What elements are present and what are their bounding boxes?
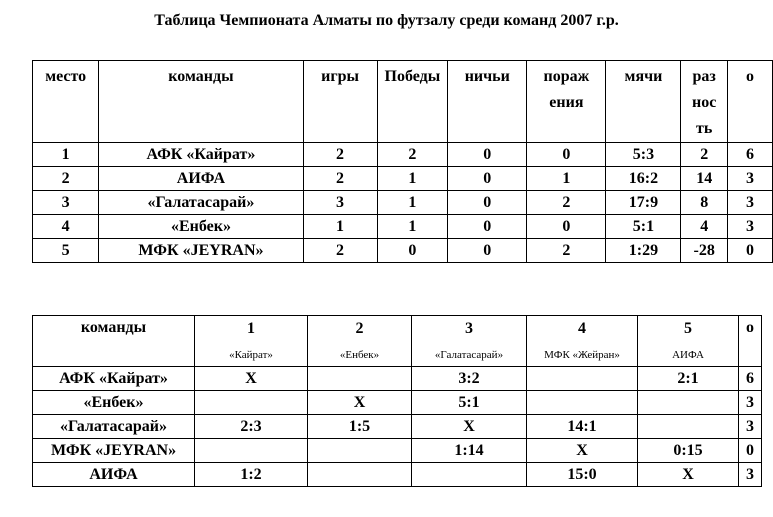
result-cell xyxy=(412,463,527,487)
table-row xyxy=(33,191,773,215)
header-points: о xyxy=(727,61,772,143)
header-teams: команды xyxy=(33,316,195,367)
result-cell xyxy=(195,391,308,415)
header-team-2 xyxy=(308,316,412,367)
cell: 0 xyxy=(527,215,606,239)
result-cell: Х xyxy=(527,439,638,463)
cell: 1 xyxy=(33,143,99,167)
result-cell: Х xyxy=(638,463,739,487)
cell: 2 xyxy=(527,239,606,263)
result-cell xyxy=(308,463,412,487)
cell: 0 xyxy=(527,143,606,167)
result-cell: Х xyxy=(412,415,527,439)
header-number: 4 xyxy=(578,320,586,337)
cell: МФК «JEYRAN» xyxy=(99,239,303,263)
cell: 2 xyxy=(303,143,377,167)
result-cell xyxy=(638,415,739,439)
cell: 14 xyxy=(681,167,727,191)
header-place: место xyxy=(33,61,99,143)
header-team-3 xyxy=(412,316,527,367)
cell: 2 xyxy=(681,143,727,167)
cell: 1 xyxy=(303,215,377,239)
result-cell xyxy=(527,391,638,415)
cell: 0 xyxy=(448,167,527,191)
cell: 4 xyxy=(33,215,99,239)
team-cell: «Енбек» xyxy=(33,391,195,415)
cell: 2 xyxy=(303,167,377,191)
cell: 1 xyxy=(527,167,606,191)
cell: 3 xyxy=(727,167,772,191)
points-cell: 0 xyxy=(739,439,762,463)
table-row xyxy=(33,143,773,167)
cell: 0 xyxy=(448,239,527,263)
result-cell xyxy=(638,391,739,415)
header-goals: мячи xyxy=(606,61,681,143)
result-cell: 5:1 xyxy=(412,391,527,415)
result-cell: 2:3 xyxy=(195,415,308,439)
team-cell: АИФА xyxy=(33,463,195,487)
result-cell xyxy=(308,367,412,391)
cell: 2 xyxy=(303,239,377,263)
cell: 4 xyxy=(681,215,727,239)
cell: 3 xyxy=(727,191,772,215)
cell: 1:29 xyxy=(606,239,681,263)
header-team-name: «Галатасарай» xyxy=(434,349,504,361)
header-teams: команды xyxy=(99,61,303,143)
cell: 3 xyxy=(727,215,772,239)
crosstable-header-row xyxy=(33,316,762,367)
cell: 3 xyxy=(33,191,99,215)
team-cell: АФК «Кайрат» xyxy=(33,367,195,391)
cell: 0 xyxy=(377,239,448,263)
cell: 16:2 xyxy=(606,167,681,191)
header-difference: раз нос ть xyxy=(681,61,727,143)
header-team-name: «Енбек» xyxy=(339,349,380,361)
result-cell: 1:5 xyxy=(308,415,412,439)
cell: -28 xyxy=(681,239,727,263)
cell: 6 xyxy=(727,143,772,167)
cell: 1 xyxy=(377,167,448,191)
table-row xyxy=(33,391,762,415)
team-cell: «Галатасарай» xyxy=(33,415,195,439)
header-team-name: МФК «Жейран» xyxy=(544,349,620,361)
table-row xyxy=(33,463,762,487)
header-losses: пораж ения xyxy=(527,61,606,143)
header-number: 5 xyxy=(684,320,692,337)
crosstable xyxy=(32,315,762,487)
cell: 5:3 xyxy=(606,143,681,167)
standings-header-row xyxy=(33,61,773,143)
cell: 0 xyxy=(448,215,527,239)
table-row xyxy=(33,167,773,191)
result-cell xyxy=(527,367,638,391)
points-cell: 3 xyxy=(739,391,762,415)
cell: 1 xyxy=(377,191,448,215)
cell: 5 xyxy=(33,239,99,263)
cell: 2 xyxy=(527,191,606,215)
header-draws: ничьи xyxy=(448,61,527,143)
standings-table xyxy=(32,60,773,263)
result-cell: 3:2 xyxy=(412,367,527,391)
cell: «Енбек» xyxy=(99,215,303,239)
header-team-1 xyxy=(195,316,308,367)
header-games: игры xyxy=(303,61,377,143)
result-cell: Х xyxy=(195,367,308,391)
cell: 3 xyxy=(303,191,377,215)
cell: 5:1 xyxy=(606,215,681,239)
table-row xyxy=(33,439,762,463)
result-cell xyxy=(195,439,308,463)
header-wins: Победы xyxy=(377,61,448,143)
cell: АИФА xyxy=(99,167,303,191)
result-cell: 14:1 xyxy=(527,415,638,439)
result-cell: 0:15 xyxy=(638,439,739,463)
table-row xyxy=(33,367,762,391)
cell: 0 xyxy=(727,239,772,263)
cell: 1 xyxy=(377,215,448,239)
header-team-5 xyxy=(638,316,739,367)
points-cell: 3 xyxy=(739,415,762,439)
points-cell: 3 xyxy=(739,463,762,487)
table-row xyxy=(33,239,773,263)
header-number: 3 xyxy=(465,320,473,337)
header-points: о xyxy=(739,316,762,367)
result-cell: 1:2 xyxy=(195,463,308,487)
result-cell: 15:0 xyxy=(527,463,638,487)
team-cell: МФК «JEYRAN» xyxy=(33,439,195,463)
cell: 8 xyxy=(681,191,727,215)
result-cell: 1:14 xyxy=(412,439,527,463)
header-team-name: «Кайрат» xyxy=(229,349,273,361)
header-number: 2 xyxy=(355,320,364,337)
cell: 2 xyxy=(33,167,99,191)
cell: «Галатасарай» xyxy=(99,191,303,215)
result-cell xyxy=(308,439,412,463)
header-team-4 xyxy=(527,316,638,367)
header-number: 1 xyxy=(247,320,255,337)
table-row xyxy=(33,215,773,239)
cell: 0 xyxy=(448,191,527,215)
cell: 0 xyxy=(448,143,527,167)
cell: 17:9 xyxy=(606,191,681,215)
header-team-name: АИФА xyxy=(672,349,704,361)
points-cell: 6 xyxy=(739,367,762,391)
result-cell: Х xyxy=(308,391,412,415)
result-cell: 2:1 xyxy=(638,367,739,391)
cell: АФК «Кайрат» xyxy=(99,143,303,167)
page-title: Таблица Чемпионата Алматы по футзалу среди команд 2007 г.р. xyxy=(154,12,619,29)
table-row xyxy=(33,415,762,439)
cell: 2 xyxy=(377,143,448,167)
